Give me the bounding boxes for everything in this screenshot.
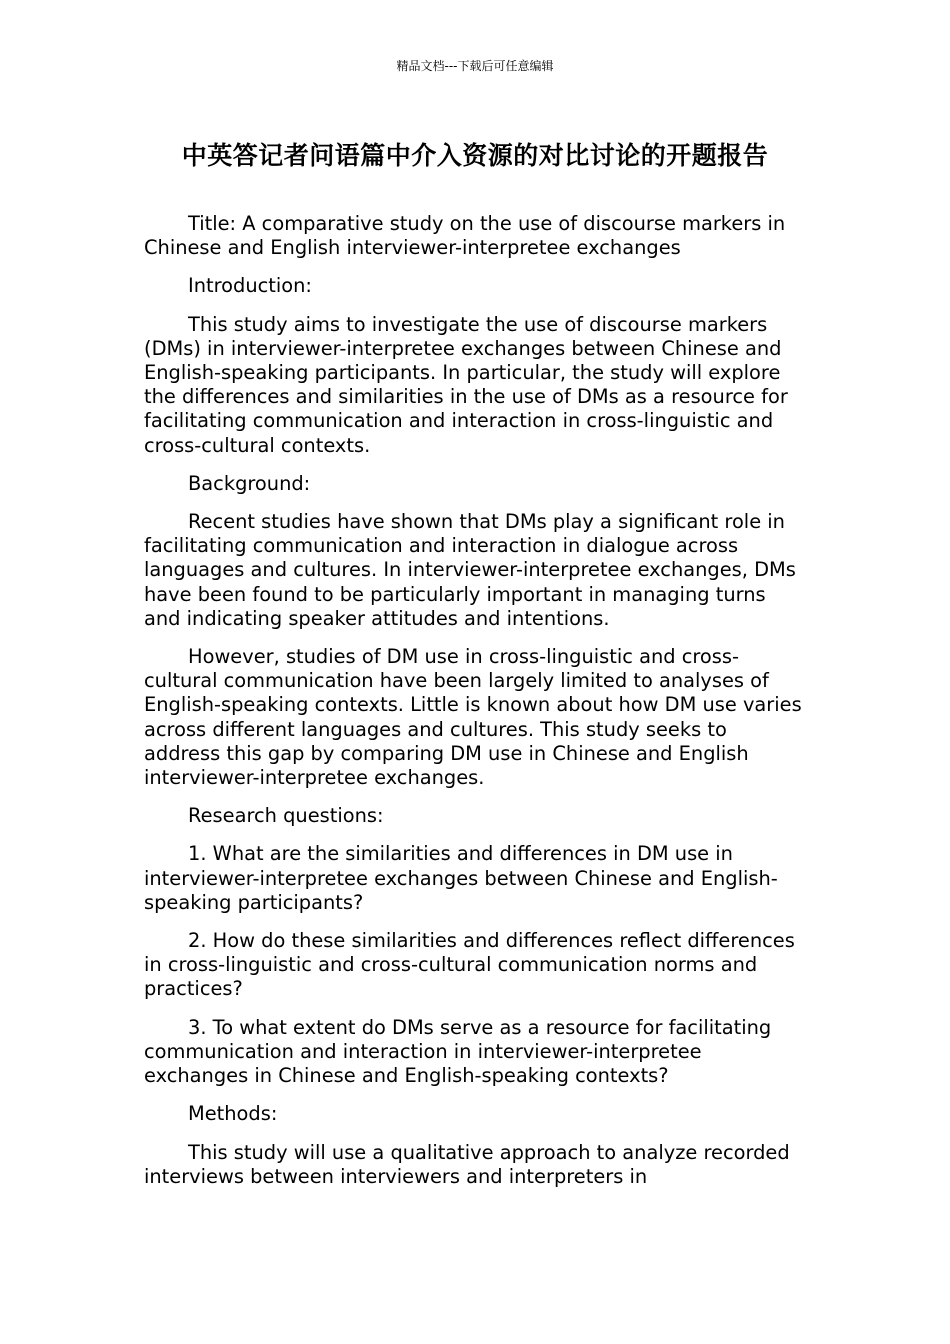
research-question-3: 3. To what extent do DMs serve as a resource for facilitating communication and interaction in interviewer-interpretee exchanges in Chinese and English-speaking contexts? <box>144 1015 772 1088</box>
section-heading-methods: Methods: <box>188 1102 278 1126</box>
paragraph-title-line: Title: A comparative study on the use of discourse markers in Chinese and English interviewer-interpretee exchanges <box>144 212 786 260</box>
document-body <box>144 212 808 1203</box>
paragraph-background-2: However, studies of DM use in cross-linguistic and cross-cultural communication have been largely limited to analyses of English-speaking contexts. Little is known about how DM use varies across different languages and cultures. This study seeks to address this gap by comparing DM use in Chinese and English interviewer-interpretee exchanges. <box>144 645 802 790</box>
paragraph-methods: This study will use a qualitative approach to analyze recorded interviews between interviewers and interpreters in <box>144 1140 790 1188</box>
section-heading-research-questions: Research questions: <box>188 804 384 828</box>
paragraph-background-1: Recent studies have shown that DMs play a significant role in facilitating communication and interaction in dialogue across languages and cultures. In interviewer-interpretee exchanges, DMs have been found to be particularly important in managing turns and indicating speaker attitudes and intentions. <box>144 510 796 630</box>
research-question-2: 2. How do these similarities and differences reflect differences in cross-linguistic and cross-cultural communication norms and practices? <box>144 929 795 1001</box>
paragraph-introduction: This study aims to investigate the use of discourse markers (DMs) in interviewer-interpretee exchanges between Chinese and English-speaking participants. In particular, the study will explore the differences and similarities in the use of DMs as a resource for facilitating communication and interaction in cross-linguistic and cross-cultural contexts. <box>144 312 788 457</box>
document-title: 中英答记者问语篇中介入资源的对比讨论的开题报告 <box>181 141 769 170</box>
header-note: 精品文档---下载后可任意编辑 <box>396 59 554 73</box>
research-question-1: 1. What are the similarities and differences in DM use in interviewer-interpretee exchanges between Chinese and English-speaking participants? <box>144 842 778 914</box>
section-heading-introduction: Introduction: <box>188 274 312 298</box>
section-heading-background: Background: <box>188 471 311 495</box>
